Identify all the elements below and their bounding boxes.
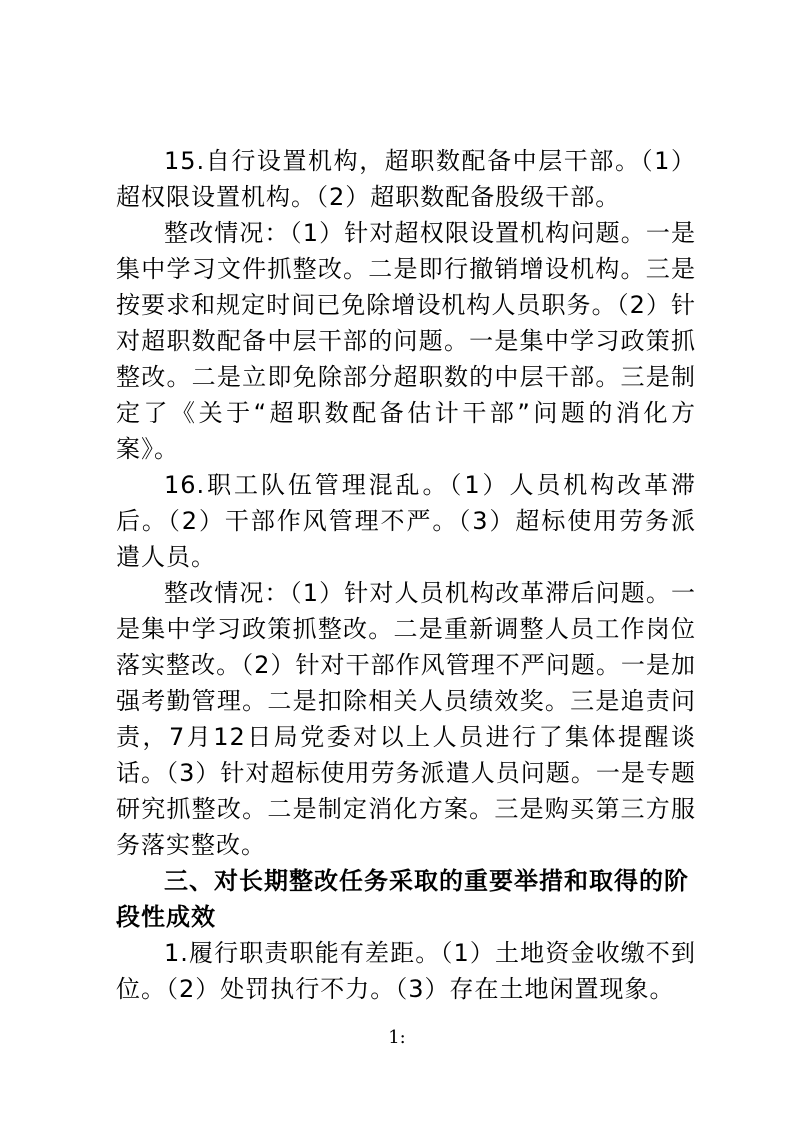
paragraph-item-15: 15.自行设置机构，超职数配备中层干部。（1）超权限设置机构。（2）超职数配备股级干部。 — [116, 147, 696, 211]
section-heading: 三、对长期整改任务采取的重要举措和取得的阶段性成效 — [116, 867, 689, 931]
paragraph-item-16: 16.职工队伍管理混乱。（1）人员机构改革滞后。（2）干部作风管理不严。（3）超标使用劳务派遣人员。 — [116, 471, 696, 571]
paragraph-rectification-15: 整改情况：（1）针对超权限设置机构问题。一是集中学习文件抓整改。二是即行撤销增设机构。三是按要求和规定时间已免除增设机构人员职务。（2）针对超职数配备中层干部的问题。一是集中学习政策抓整改。二是立即免除部分超职数的中层干部。三是制定了《关于“超职数配备估计干部”问题的消化方案》。 — [116, 219, 696, 463]
paragraph-rectification-16: 整改情况：（1）针对人员机构改革滞后问题。一是集中学习政策抓整改。二是重新调整人员工作岗位落实整改。（2）针对干部作风管理不严问题。一是加强考勤管理。二是扣除相关人员绩效奖。三是追责问责，7月12日局党委对以上人员进行了集体提醒谈话。（3）针对超标使用劳务派遣人员问题。一是专题研究抓整改。二是制定消化方案。三是购买第三方服务落实整改。 — [116, 579, 696, 859]
paragraph-item-1: 1.履行职责职能有差距。（1）土地资金收缴不到位。（2）处罚执行不力。（3）存在土地闲置现象。 — [116, 939, 696, 1003]
page-number: 1: — [388, 1027, 406, 1048]
page-body — [116, 143, 696, 1007]
